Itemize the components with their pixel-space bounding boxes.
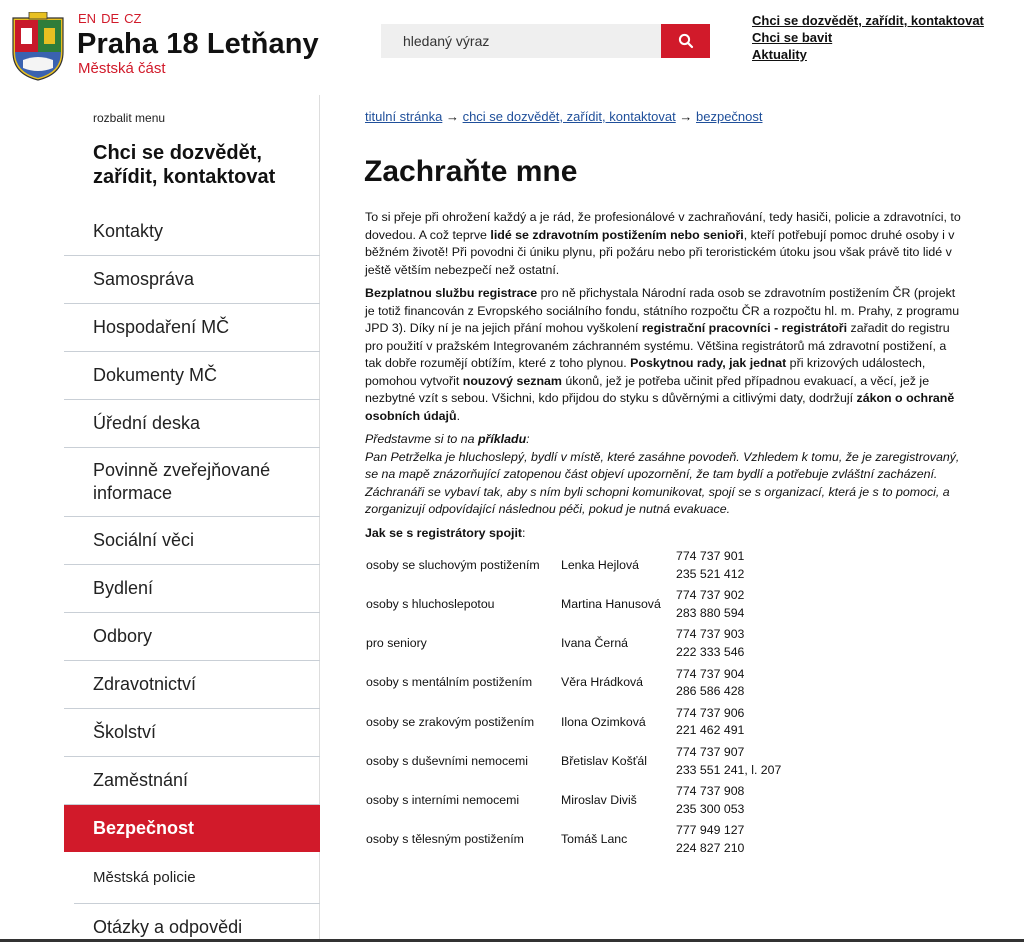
site-subtitle: Městská část xyxy=(78,60,166,77)
contacts-heading xyxy=(365,525,965,543)
contact-group: osoby s hluchoslepotou xyxy=(366,596,495,611)
contact-group: osoby se zrakovým postižením xyxy=(366,714,535,729)
contact-phones xyxy=(676,624,806,663)
contact-phone: 286 586 428 xyxy=(676,684,745,699)
text-bold: příkladu xyxy=(477,432,527,446)
text-bold: Poskytnou rady, jak jednat xyxy=(630,356,787,370)
table-row xyxy=(365,624,806,663)
text-bold: registrační pracovníci - registrátoři xyxy=(641,321,848,335)
contact-group: osoby s mentálním postižením xyxy=(366,675,533,690)
contact-group: pro seniory xyxy=(366,636,427,651)
sidebar-menu xyxy=(64,208,320,942)
top-link-fun[interactable]: Chci se bavit xyxy=(752,30,833,45)
sidebar-link[interactable]: Bydlení xyxy=(93,578,154,598)
coat-of-arms-icon[interactable] xyxy=(9,12,67,82)
site-title[interactable]: Praha 18 Letňany xyxy=(77,28,319,60)
contact-phone: 222 333 546 xyxy=(676,644,745,659)
search-input[interactable] xyxy=(381,24,661,58)
text-segment: při krizových událostech, pomohou vytvořit xyxy=(365,356,926,388)
sidebar-link[interactable]: Dokumenty MČ xyxy=(93,365,218,385)
text-segment: : xyxy=(522,525,526,540)
sidebar-link[interactable]: Otázky a odpovědi xyxy=(93,917,243,937)
contact-group: osoby s interními nemocemi xyxy=(366,792,520,807)
sidebar-item-departments xyxy=(64,613,320,661)
sidebar-item-employment xyxy=(64,757,320,805)
sidebar-item-safety xyxy=(64,805,320,852)
lang-de-link[interactable]: DE xyxy=(101,11,120,26)
sidebar-item-housing xyxy=(64,565,320,613)
search-button[interactable] xyxy=(661,24,710,58)
sidebar xyxy=(0,95,320,942)
text-segment: zařadit do registru pro použití v pražském Integrovaném záchranném systému. Většina registrátorů má zdravotní postižení, a tak dobře rozumějí obtížím, které z toho plynou. xyxy=(365,321,950,370)
contact-phone: 774 737 901 xyxy=(676,549,745,563)
contact-phones xyxy=(676,703,806,742)
sidebar-link[interactable]: Samospráva xyxy=(93,269,195,289)
contact-name: Ilona Ozimková xyxy=(561,714,646,729)
registration-paragraph xyxy=(365,285,965,425)
breadcrumb-home[interactable]: titulní stránka xyxy=(365,109,443,124)
contact-name: Břetislav Košťál xyxy=(561,753,647,768)
sidebar-item-faq xyxy=(64,904,320,942)
contact-phone: 774 737 903 xyxy=(676,627,745,642)
lang-en-link[interactable]: EN xyxy=(78,11,97,26)
sidebar-item-self-government xyxy=(64,256,320,304)
contact-phone: 235 300 053 xyxy=(676,801,745,816)
language-switcher xyxy=(78,11,146,26)
contact-name: Miroslav Diviš xyxy=(561,792,637,807)
contact-phone: 774 737 907 xyxy=(676,744,745,759)
table-row xyxy=(365,781,806,820)
top-link-news[interactable]: Aktuality xyxy=(752,47,807,62)
text-bold: Jak se s registrátory spojit xyxy=(365,525,523,540)
sidebar-item-public-info xyxy=(64,448,320,517)
text-bold: zákon o ochraně osobních údajů xyxy=(365,391,955,423)
contact-group: osoby s tělesným postižením xyxy=(366,832,524,847)
sidebar-link[interactable]: Odbory xyxy=(93,626,153,646)
article-body xyxy=(365,209,965,860)
contact-phone: 774 737 902 xyxy=(676,588,745,603)
top-links xyxy=(752,12,984,63)
table-row xyxy=(365,703,806,742)
sidebar-heading: Chci se dozvědět, zařídit, kontaktovat xyxy=(93,142,276,188)
top-link-learn[interactable]: Chci se dozvědět, zařídit, kontaktovat xyxy=(752,13,984,28)
sidebar-item-city-police xyxy=(74,852,320,904)
main-content xyxy=(321,95,1024,942)
sidebar-link[interactable]: Školství xyxy=(93,722,157,742)
sidebar-item-social xyxy=(64,517,320,565)
breadcrumb-separator: → xyxy=(679,109,693,124)
sidebar-link[interactable]: Zaměstnání xyxy=(93,770,189,790)
site-header xyxy=(0,0,1024,95)
contact-phones xyxy=(676,781,806,820)
sidebar-link[interactable]: Povinně zveřejňované informace xyxy=(93,460,271,503)
sidebar-link[interactable]: Bezpečnost xyxy=(93,818,195,838)
contact-phone: 224 827 210 xyxy=(676,840,745,855)
text-segment: : xyxy=(526,432,530,446)
example-paragraph xyxy=(365,431,965,519)
sidebar-link[interactable]: Úřední deska xyxy=(93,413,201,433)
contact-phones xyxy=(676,664,806,703)
page-title: Zachraňte mne xyxy=(364,155,578,188)
text-segment: , kteří potřebují pomoc druhé osoby i v běžném životě! Při povodni či úniku plynu, při požáru nebo při teroristickém útoku jsou však právě tito lidé v ještě větším nebezpečí než ostatní. xyxy=(365,227,955,277)
text-bold: nouzový seznam xyxy=(462,373,562,388)
text-segment: úkonů, jež je potřeba učinit před případnou evakuací, a věcí, jež je nezbytné vzít s sebou. Všichni, kdo přijdou do styku s důvěrnými a citlivými daty, dodržují xyxy=(365,373,930,405)
contact-phone: 283 880 594 xyxy=(676,605,745,620)
contact-phone: 233 551 241, l. 207 xyxy=(676,762,782,777)
contact-phone: 221 462 491 xyxy=(676,723,745,738)
text-segment: Představme si to na xyxy=(365,432,478,446)
sidebar-item-education xyxy=(64,709,320,757)
contact-phones xyxy=(676,546,806,585)
text-segment: . xyxy=(456,408,461,423)
contact-name: Ivana Černá xyxy=(561,636,628,651)
sidebar-link[interactable]: Kontakty xyxy=(93,221,164,241)
contact-phones xyxy=(676,820,806,859)
breadcrumb xyxy=(365,109,763,124)
contact-phone: 774 737 908 xyxy=(676,784,745,799)
breadcrumb-current[interactable]: bezpečnost xyxy=(696,109,763,124)
contact-phone: 774 737 904 xyxy=(676,666,745,681)
text-segment: To si přeje při ohrožení každý a je rád, že profesionálové v zachraňování, tedy hasiči, policie a zdravotníci, to dovedou. A což teprve xyxy=(365,210,961,242)
contact-group: osoby s duševními nemocemi xyxy=(366,753,528,768)
intro-paragraph xyxy=(365,209,965,279)
search-icon xyxy=(678,33,694,49)
sidebar-item-notice-board xyxy=(64,400,320,448)
sidebar-item-finances xyxy=(64,304,320,352)
example-text: Pan Petrželka je hluchoslepý, bydlí v místě, které zasáhne povodeň. Vzhledem k tomu, že je zaregistrovaný, se na mapě znázorňující zatopenou část objeví upozornění, že tam bydlí a potřebuje zvláštní zacházení. Záchranáři se vybaví tak, aby s ním byli schopni komunikovat, spojí se s organizací, která je s to pomoci, a zorganizují odpovídající následnou péči, pokud je nutná evakuace. xyxy=(365,449,960,516)
breadcrumb-separator: → xyxy=(445,109,459,124)
contact-phones xyxy=(676,742,806,781)
contact-phone: 235 521 412 xyxy=(676,566,745,581)
sidebar-link[interactable]: Sociální věci xyxy=(93,530,195,550)
breadcrumb-section[interactable]: chci se dozvědět, zařídit, kontaktovat xyxy=(462,109,676,124)
table-row xyxy=(365,546,806,585)
table-row xyxy=(365,585,806,624)
contact-phone: 774 737 906 xyxy=(676,705,745,720)
contacts-table xyxy=(365,546,806,860)
table-row xyxy=(365,742,806,781)
contact-phones xyxy=(676,585,806,624)
sidebar-item-healthcare xyxy=(64,661,320,709)
sidebar-link[interactable]: Zdravotnictví xyxy=(93,674,197,694)
sidebar-link[interactable]: Hospodaření MČ xyxy=(93,317,230,337)
expand-menu-toggle[interactable]: rozbalit menu xyxy=(93,111,166,125)
contact-name: Lenka Hejlová xyxy=(561,557,639,572)
table-row xyxy=(365,664,806,703)
lang-cz-link[interactable]: CZ xyxy=(124,11,142,26)
contact-group: osoby se sluchovým postižením xyxy=(366,557,540,572)
text-segment: pro ně přichystala Národní rada osob se zdravotním postižením ČR (projekt je totiž financován z Evropského sociálního fondu, státního rozpočtu ČR a rozpočtu hl. m. Prahy, z programu JPD 3). Díky ní je na jejich přání mohou vyškolení xyxy=(365,286,960,335)
text-bold: Bezplatnou službu registrace xyxy=(365,286,538,300)
contact-phone: 777 949 127 xyxy=(676,823,745,838)
contact-name: Tomáš Lanc xyxy=(561,832,628,847)
contacts-table-body xyxy=(365,546,806,860)
contact-name: Věra Hrádková xyxy=(561,675,644,690)
sidebar-item-contacts xyxy=(64,208,320,256)
text-bold: lidé se zdravotním postižením nebo senioři xyxy=(490,227,744,242)
sidebar-item-documents xyxy=(64,352,320,400)
table-row xyxy=(365,820,806,859)
sidebar-link[interactable]: Městská policie xyxy=(93,869,196,886)
contact-name: Martina Hanusová xyxy=(561,596,661,611)
